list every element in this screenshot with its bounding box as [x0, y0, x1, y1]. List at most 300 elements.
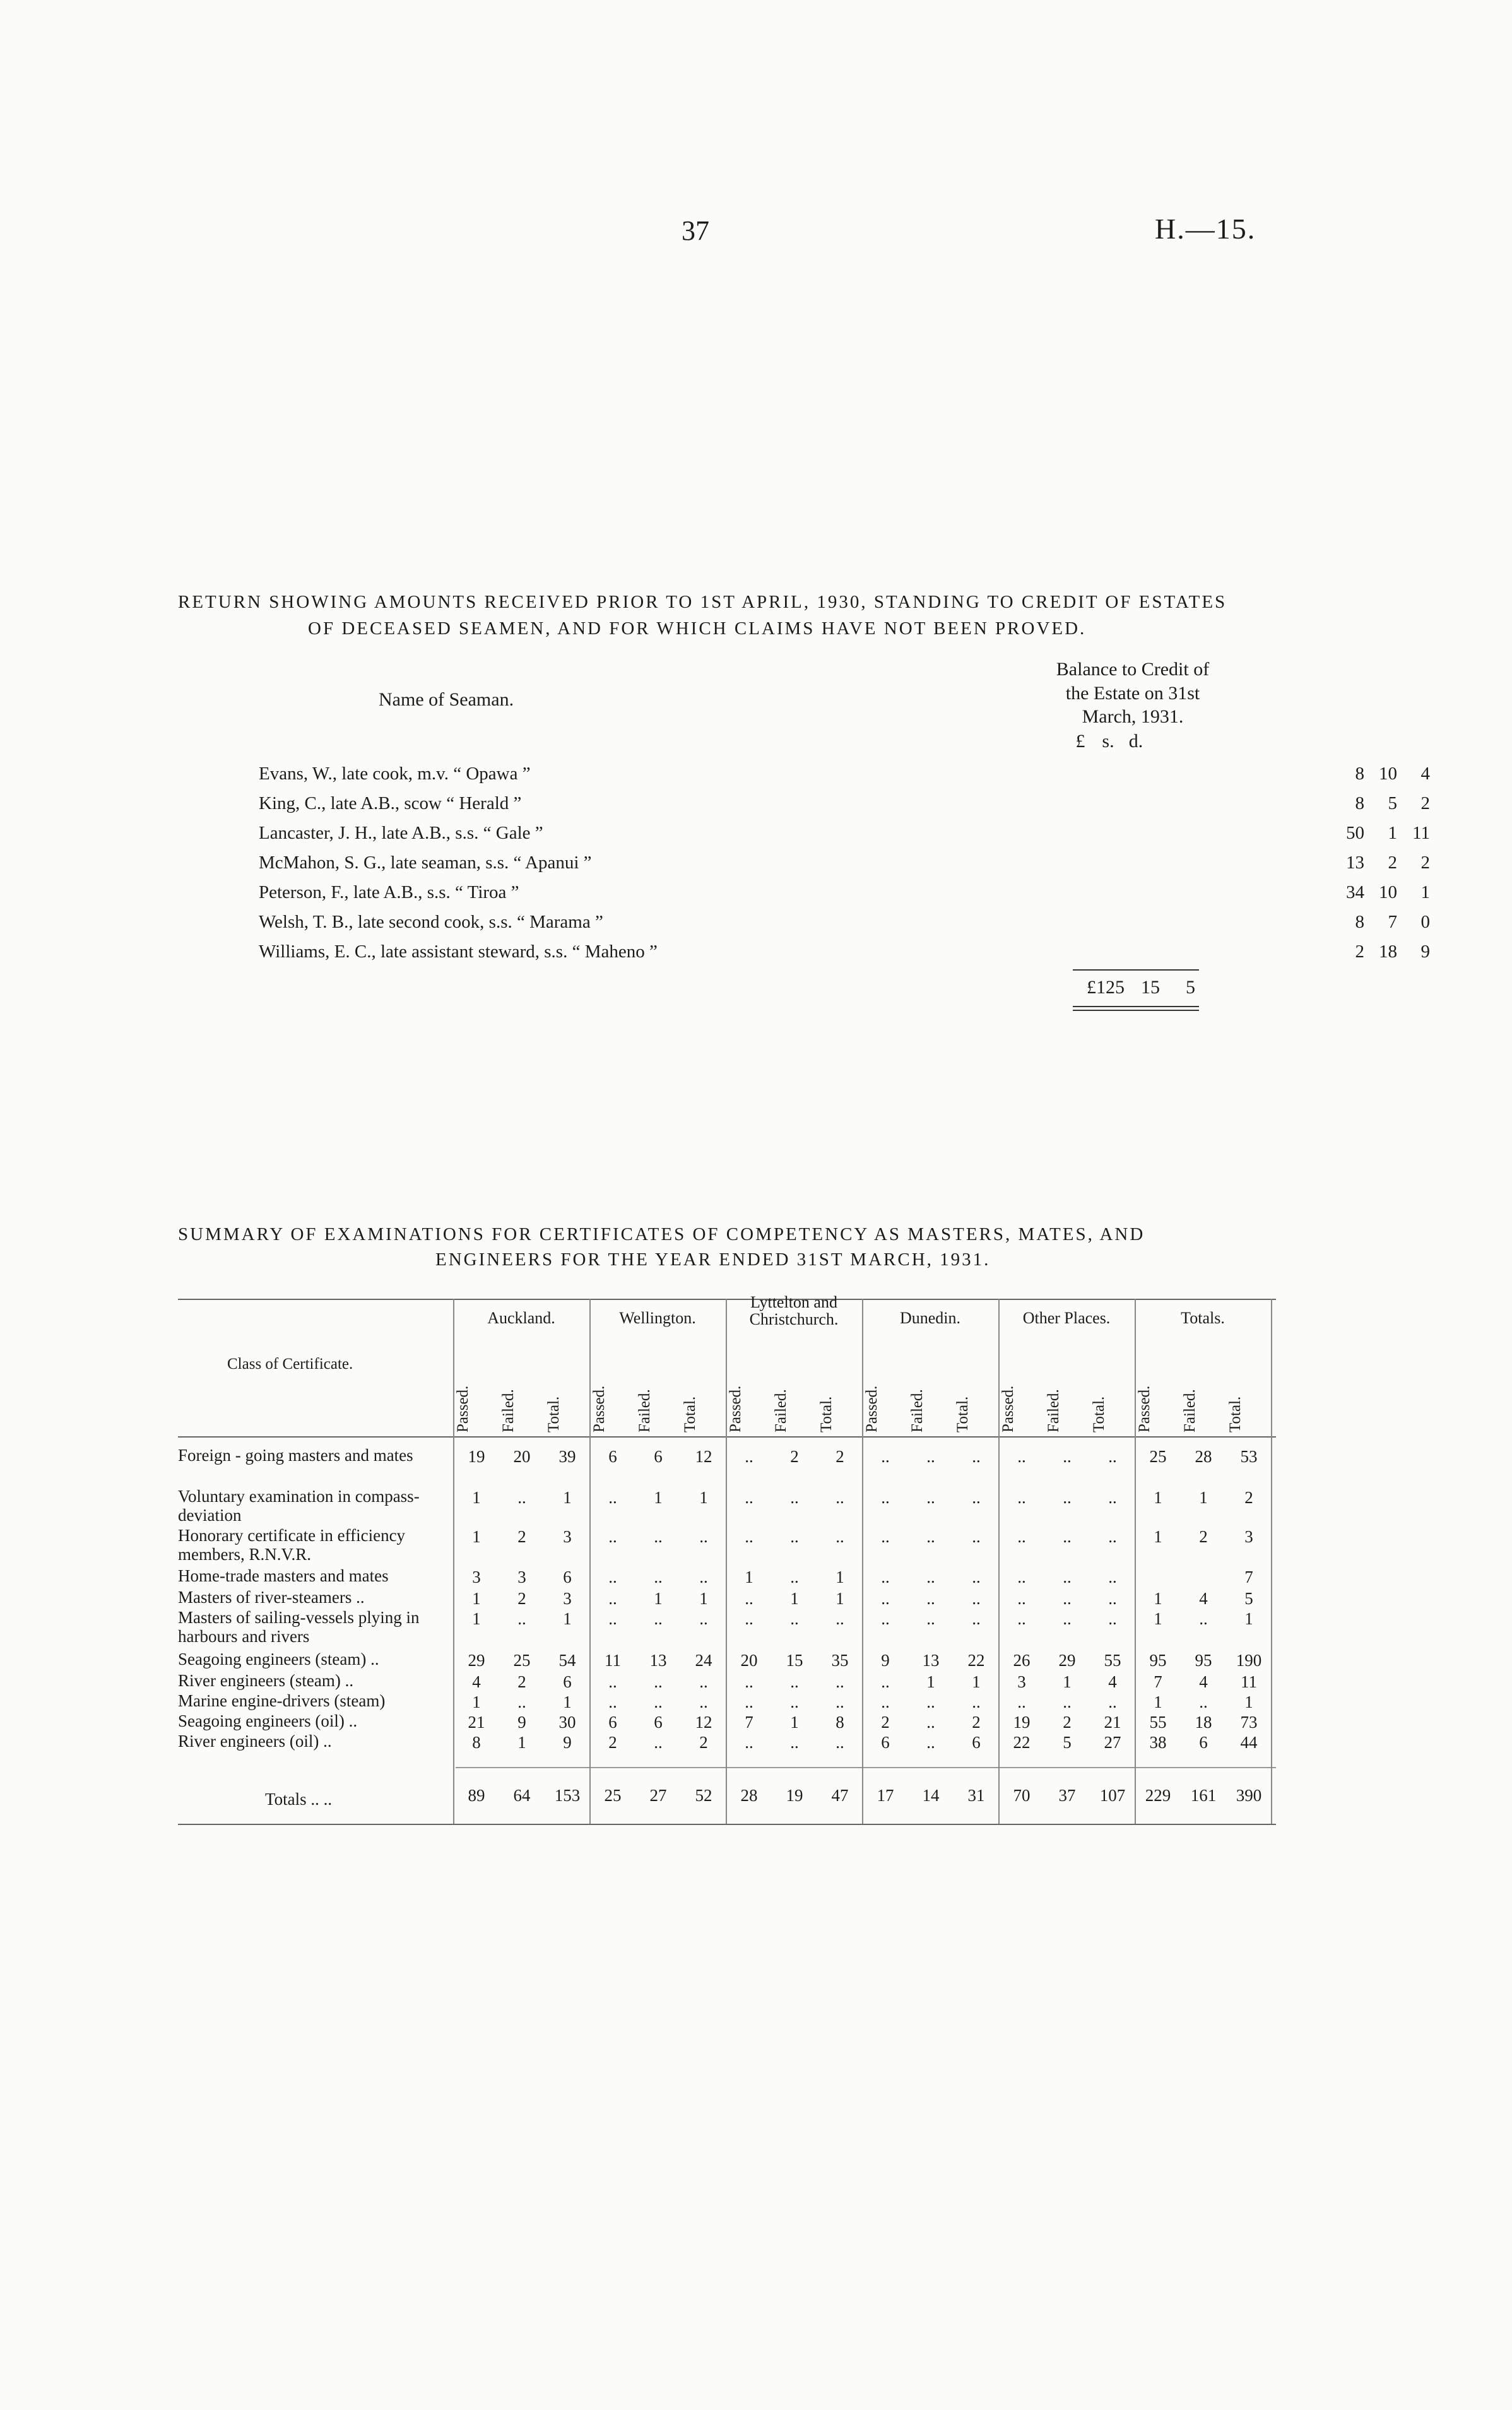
- sub-header-label: Passed.: [1136, 1385, 1153, 1432]
- amount-shillings: 5: [1388, 793, 1397, 813]
- sub-header: [772, 1357, 820, 1432]
- estate-row: [259, 909, 1430, 935]
- table-cell: 1: [472, 1609, 481, 1628]
- sub-header: [727, 1357, 775, 1432]
- totals-cell: 107: [1099, 1786, 1126, 1805]
- sub-header: [591, 1357, 639, 1432]
- table-cell: ..: [1063, 1609, 1072, 1628]
- certificate-class: Honorary certificate in efficiency members, R.N.V.R.: [178, 1526, 406, 1564]
- table-cell: ..: [608, 1609, 617, 1628]
- estate-row: [259, 761, 1430, 786]
- table-cell: ..: [654, 1733, 663, 1752]
- table-cell: ..: [972, 1589, 981, 1608]
- amount-shillings: 7: [1388, 912, 1397, 932]
- table-cell: ..: [608, 1527, 617, 1546]
- table-cell: ..: [1017, 1447, 1026, 1466]
- table-cell: 6: [563, 1568, 572, 1586]
- seaman-name: King, C., late A.B., scow “ Herald ”: [259, 793, 522, 813]
- table-cell: ..: [745, 1692, 753, 1711]
- table-cell: 2: [790, 1447, 799, 1466]
- estate-row: [259, 820, 1430, 846]
- table-cell: 3: [563, 1527, 572, 1546]
- table-cell: ..: [745, 1527, 753, 1546]
- table-cell: 12: [695, 1713, 712, 1732]
- table-cell: ..: [926, 1447, 935, 1466]
- table-cell: 6: [608, 1447, 617, 1466]
- seaman-name: Evans, W., late cook, m.v. “ Opawa ”: [259, 764, 531, 784]
- table-cell: 30: [558, 1713, 576, 1732]
- totals-cell: 229: [1145, 1786, 1171, 1805]
- table-cell: ..: [881, 1447, 890, 1466]
- sub-header-label: Total.: [1090, 1396, 1107, 1432]
- sub-header: [863, 1357, 911, 1432]
- table-cell: ..: [517, 1692, 526, 1711]
- amount-pence: 11: [1412, 823, 1430, 843]
- amount-pounds: 50: [1346, 823, 1364, 843]
- totals-cell: 47: [831, 1786, 849, 1805]
- table-cell: 95: [1149, 1651, 1167, 1670]
- table-cell: 13: [649, 1651, 667, 1670]
- table-cell: ..: [972, 1488, 981, 1507]
- table-cell: 21: [1104, 1713, 1121, 1732]
- table-cell: 20: [740, 1651, 758, 1670]
- table-cell: ..: [654, 1692, 663, 1711]
- table-cell: ..: [1108, 1488, 1117, 1507]
- table-cell: 1: [1154, 1609, 1162, 1628]
- amount-pounds: 8: [1355, 912, 1364, 932]
- estates-title-line2: OF DECEASED SEAMEN, AND FOR WHICH CLAIMS HAVE NOT BEEN PROVED.: [308, 618, 1087, 639]
- certificate-class: River engineers (oil) ..: [178, 1732, 332, 1751]
- table-cell: 6: [563, 1672, 572, 1691]
- table-cell: ..: [699, 1692, 708, 1711]
- table-cell: ..: [881, 1609, 890, 1628]
- sub-header: [500, 1357, 548, 1432]
- table-cell: 1: [472, 1488, 481, 1507]
- table-cell: 35: [831, 1651, 849, 1670]
- table-cell: 3: [563, 1589, 572, 1608]
- sub-header-label: Total.: [818, 1396, 835, 1432]
- table-cell: ..: [745, 1733, 753, 1752]
- estate-amount: [1325, 820, 1489, 846]
- sub-header-label: Passed.: [727, 1385, 744, 1432]
- table-cell: ..: [881, 1672, 890, 1691]
- group-header: Lyttelton and Christchurch.: [749, 1293, 839, 1329]
- table-cell: 4: [1199, 1589, 1208, 1608]
- sub-header-label: Passed.: [454, 1385, 471, 1432]
- table-cell: ..: [1017, 1692, 1026, 1711]
- table-cell: ..: [699, 1672, 708, 1691]
- table-cell: ..: [836, 1609, 844, 1628]
- table-cell: ..: [1108, 1568, 1117, 1586]
- table-cell: 2: [836, 1447, 844, 1466]
- totals-cell: 161: [1190, 1786, 1217, 1805]
- totals-cell: 153: [554, 1786, 581, 1805]
- table-cell: ..: [1108, 1447, 1117, 1466]
- table-cell: 1: [654, 1488, 663, 1507]
- table-cell: 1: [654, 1589, 663, 1608]
- sub-header: [545, 1357, 593, 1432]
- sub-header: [454, 1357, 502, 1432]
- table-cell: 1: [790, 1589, 799, 1608]
- table-cell: 8: [472, 1733, 481, 1752]
- table-cell: 54: [558, 1651, 576, 1670]
- table-cell: 44: [1240, 1733, 1258, 1752]
- table-cell: ..: [926, 1609, 935, 1628]
- table-cell: 29: [468, 1651, 485, 1670]
- total-pounds: £125: [1087, 977, 1125, 998]
- sub-header: [1045, 1357, 1093, 1432]
- certificate-class: Home-trade masters and mates: [178, 1566, 389, 1585]
- table-cell: 26: [1013, 1651, 1031, 1670]
- table-cell: ..: [926, 1692, 935, 1711]
- group-header: Totals.: [1181, 1309, 1225, 1327]
- table-cell: 55: [1149, 1713, 1167, 1732]
- table-cell: 1: [745, 1568, 753, 1586]
- amount-pounds: 34: [1346, 882, 1364, 902]
- table-cell: 19: [1013, 1713, 1031, 1732]
- table-cell: ..: [881, 1527, 890, 1546]
- sub-header-label: Passed.: [591, 1385, 608, 1432]
- table-cell: ..: [699, 1527, 708, 1546]
- table-cell: 27: [1104, 1733, 1121, 1752]
- table-cell: ..: [608, 1568, 617, 1586]
- table-cell: ..: [699, 1609, 708, 1628]
- table-cell: ..: [926, 1589, 935, 1608]
- sub-header-label: Total.: [1227, 1396, 1244, 1432]
- estate-amount: [1325, 850, 1489, 875]
- table-cell: 20: [513, 1447, 531, 1466]
- sub-header-label: Failed.: [772, 1389, 789, 1432]
- table-cell: ..: [1108, 1589, 1117, 1608]
- table-rule-totals: [456, 1767, 1276, 1768]
- table-cell: 1: [790, 1713, 799, 1732]
- amount-pence: 2: [1420, 793, 1430, 813]
- table-cell: ..: [1063, 1527, 1072, 1546]
- table-cell: 73: [1240, 1713, 1258, 1732]
- table-cell: 1: [563, 1692, 572, 1711]
- table-cell: ..: [790, 1672, 799, 1691]
- table-cell: 6: [1199, 1733, 1208, 1752]
- table-cell: ..: [926, 1488, 935, 1507]
- table-cell: 29: [1058, 1651, 1076, 1670]
- table-cell: 5: [1063, 1733, 1072, 1752]
- table-cell: 6: [972, 1733, 981, 1752]
- group-header: Other Places.: [1022, 1309, 1111, 1327]
- table-cell: 1: [972, 1672, 981, 1691]
- table-cell: 39: [558, 1447, 576, 1466]
- seaman-name: Williams, E. C., late assistant steward, s.s. “ Maheno ”: [259, 942, 658, 962]
- table-cell: ..: [608, 1589, 617, 1608]
- seaman-name: Welsh, T. B., late second cook, s.s. “ Marama ”: [259, 912, 603, 932]
- table-cell: 3: [1244, 1527, 1253, 1546]
- totals-cell: 64: [513, 1786, 531, 1805]
- estate-amount: [1325, 761, 1489, 786]
- table-cell: ..: [608, 1672, 617, 1691]
- table-cell: 13: [922, 1651, 940, 1670]
- table-cell: ..: [836, 1733, 844, 1752]
- table-cell: 1: [926, 1672, 935, 1691]
- sub-header: [1090, 1357, 1138, 1432]
- table-cell: 2: [608, 1733, 617, 1752]
- amount-pounds: 13: [1346, 853, 1364, 873]
- table-cell: ..: [1063, 1488, 1072, 1507]
- table-cell: ..: [1017, 1589, 1026, 1608]
- table-cell: ..: [699, 1568, 708, 1586]
- sub-header-label: Failed.: [909, 1389, 926, 1432]
- table-cell: ..: [517, 1609, 526, 1628]
- sub-header: [954, 1357, 1002, 1432]
- table-cell: 1: [472, 1527, 481, 1546]
- sub-header: [636, 1357, 684, 1432]
- table-cell: 24: [695, 1651, 712, 1670]
- amount-shillings: 2: [1388, 853, 1397, 873]
- certificate-class: Seagoing engineers (oil) ..: [178, 1711, 358, 1730]
- table-cell: 2: [1199, 1527, 1208, 1546]
- totals-cell: 390: [1236, 1786, 1262, 1805]
- table-cell: ..: [972, 1568, 981, 1586]
- table-cell: 6: [654, 1713, 663, 1732]
- table-cell: ..: [1108, 1609, 1117, 1628]
- table-cell: ..: [1108, 1527, 1117, 1546]
- table-cell: ..: [745, 1488, 753, 1507]
- table-cell: ..: [881, 1488, 890, 1507]
- table-cell: 7: [745, 1713, 753, 1732]
- total-rule-bottom1: [1073, 1006, 1199, 1007]
- currency-units: [1066, 731, 1150, 752]
- table-cell: 1: [836, 1568, 844, 1586]
- table-cell: ..: [926, 1568, 935, 1586]
- table-cell: 2: [1244, 1488, 1253, 1507]
- table-cell: 1: [472, 1589, 481, 1608]
- amount-shillings: 10: [1379, 764, 1397, 784]
- table-cell: ..: [1017, 1568, 1026, 1586]
- summary-title-line1: SUMMARY OF EXAMINATIONS FOR CERTIFICATES OF COMPETENCY AS MASTERS, MATES, AND: [178, 1224, 1145, 1244]
- totals-cell: 17: [877, 1786, 894, 1805]
- class-column-header: Class of Certificate.: [227, 1356, 353, 1373]
- sub-header: [909, 1357, 957, 1432]
- table-cell: 1: [517, 1733, 526, 1752]
- table-cell: 1: [1154, 1527, 1162, 1546]
- certificate-class: Masters of sailing-vessels plying in harbours and rivers: [178, 1608, 420, 1646]
- table-cell: ..: [1063, 1568, 1072, 1586]
- paper-reference: H.—15.: [1155, 213, 1256, 245]
- sub-header: [1136, 1357, 1184, 1432]
- table-cell: 11: [605, 1651, 621, 1670]
- table-cell: 1: [699, 1488, 708, 1507]
- table-cell: ..: [790, 1527, 799, 1546]
- table-cell: 11: [1241, 1672, 1257, 1691]
- group-header: Dunedin.: [899, 1309, 961, 1327]
- unit-shillings: s.: [1102, 731, 1114, 752]
- estate-row: [259, 939, 1430, 964]
- table-cell: 4: [472, 1672, 481, 1691]
- total-rule-bottom2: [1073, 1010, 1199, 1011]
- table-cell: 1: [1244, 1692, 1253, 1711]
- unit-pounds: £: [1075, 731, 1085, 752]
- estates-title-line1: RETURN SHOWING AMOUNTS RECEIVED PRIOR TO 1ST APRIL, 1930, STANDING TO CREDIT OF ESTATES: [178, 592, 1227, 612]
- sub-header: [1227, 1357, 1275, 1432]
- table-cell: 2: [881, 1713, 890, 1732]
- table-cell: ..: [1063, 1692, 1072, 1711]
- table-cell: ..: [972, 1527, 981, 1546]
- sub-header-label: Total.: [682, 1396, 699, 1432]
- sub-header-label: Failed.: [1181, 1389, 1198, 1432]
- amount-shillings: 18: [1379, 942, 1397, 962]
- estate-row: [259, 880, 1430, 905]
- totals-cell: 14: [922, 1786, 940, 1805]
- sub-header-label: Total.: [545, 1396, 562, 1432]
- sub-header: [818, 1357, 866, 1432]
- table-cell: ..: [608, 1692, 617, 1711]
- table-cell: 25: [513, 1651, 531, 1670]
- table-cell: ..: [790, 1568, 799, 1586]
- table-cell: ..: [1063, 1589, 1072, 1608]
- seaman-name: Peterson, F., late A.B., s.s. “ Tiroa ”: [259, 882, 519, 902]
- estate-amount: [1325, 939, 1489, 964]
- totals-cell: 19: [786, 1786, 803, 1805]
- totals-cell: 37: [1058, 1786, 1076, 1805]
- table-cell: 1: [563, 1488, 572, 1507]
- table-cell: 8: [836, 1713, 844, 1732]
- table-cell: ..: [1017, 1488, 1026, 1507]
- table-cell: 3: [1017, 1672, 1026, 1691]
- table-cell: ..: [654, 1672, 663, 1691]
- table-cell: ..: [654, 1568, 663, 1586]
- table-cell: 25: [1149, 1447, 1167, 1466]
- group-header: Auckland.: [487, 1309, 555, 1327]
- table-cell: ..: [926, 1713, 935, 1732]
- certificate-class: Seagoing engineers (steam) ..: [178, 1650, 379, 1669]
- total-rule-top: [1073, 969, 1199, 971]
- certificate-class: Masters of river-steamers ..: [178, 1588, 365, 1607]
- table-cell: 7: [1154, 1672, 1162, 1691]
- table-cell: 55: [1104, 1651, 1121, 1670]
- table-cell: ..: [1017, 1527, 1026, 1546]
- table-cell: ..: [972, 1447, 981, 1466]
- table-cell: 6: [654, 1447, 663, 1466]
- table-cell: ..: [790, 1609, 799, 1628]
- table-cell: ..: [836, 1672, 844, 1691]
- totals-cell: 25: [604, 1786, 622, 1805]
- table-cell: 1: [699, 1589, 708, 1608]
- table-cell: 1: [1154, 1692, 1162, 1711]
- summary-title-line2: ENGINEERS FOR THE YEAR ENDED 31ST MARCH, 1931.: [435, 1249, 991, 1270]
- amount-pounds: 8: [1355, 793, 1364, 813]
- table-cell: 2: [1063, 1713, 1072, 1732]
- table-cell: 3: [472, 1568, 481, 1586]
- total-pence: 5: [1186, 977, 1195, 998]
- sub-header-label: Failed.: [636, 1389, 653, 1432]
- table-cell: ..: [881, 1568, 890, 1586]
- table-cell: ..: [608, 1488, 617, 1507]
- estate-amount: [1325, 880, 1489, 905]
- table-rule-head: [178, 1436, 1276, 1438]
- group-header: Wellington.: [619, 1309, 696, 1327]
- sub-header: [682, 1357, 729, 1432]
- table-cell: ..: [1199, 1609, 1208, 1628]
- sub-header: [1181, 1357, 1229, 1432]
- sub-header-label: Passed.: [863, 1385, 880, 1432]
- table-cell: 22: [967, 1651, 985, 1670]
- table-cell: 1: [563, 1609, 572, 1628]
- certificate-class: River engineers (steam) ..: [178, 1671, 354, 1690]
- table-cell: 1: [1244, 1609, 1253, 1628]
- table-cell: 2: [517, 1527, 526, 1546]
- name-column-header: Name of Seaman.: [379, 689, 514, 710]
- table-cell: ..: [836, 1527, 844, 1546]
- amount-pounds: 8: [1355, 764, 1364, 784]
- table-cell: 19: [468, 1447, 485, 1466]
- table-cell: ..: [745, 1447, 753, 1466]
- amount-pence: 1: [1420, 882, 1430, 902]
- table-cell: 2: [972, 1713, 981, 1732]
- totals-label: Totals .. ..: [265, 1790, 333, 1809]
- table-cell: ..: [1063, 1447, 1072, 1466]
- totals-cell: 52: [695, 1786, 712, 1805]
- totals-cell: 89: [468, 1786, 485, 1805]
- amount-shillings: 1: [1388, 823, 1397, 843]
- table-cell: ..: [654, 1527, 663, 1546]
- table-cell: 1: [1154, 1589, 1162, 1608]
- table-cell: ..: [836, 1488, 844, 1507]
- table-cell: 18: [1195, 1713, 1212, 1732]
- estate-row: [259, 850, 1430, 875]
- table-cell: ..: [790, 1488, 799, 1507]
- table-cell: 6: [608, 1713, 617, 1732]
- table-cell: ..: [790, 1733, 799, 1752]
- unit-pence: d.: [1128, 731, 1143, 752]
- seaman-name: Lancaster, J. H., late A.B., s.s. “ Gale ”: [259, 823, 543, 843]
- table-cell: 3: [517, 1568, 526, 1586]
- table-cell: 9: [881, 1651, 890, 1670]
- certificate-class: Foreign - going masters and mates: [178, 1446, 413, 1465]
- table-cell: ..: [517, 1488, 526, 1507]
- table-cell: 9: [517, 1713, 526, 1732]
- table-cell: 1: [836, 1589, 844, 1608]
- totals-cell: 70: [1013, 1786, 1031, 1805]
- table-cell: ..: [1199, 1692, 1208, 1711]
- table-cell: ..: [926, 1527, 935, 1546]
- amount-pence: 0: [1420, 912, 1430, 932]
- table-cell: ..: [881, 1692, 890, 1711]
- balance-column-header: Balance to Credit of the Estate on 31st March, 1931.: [1056, 659, 1210, 727]
- table-cell: ..: [926, 1733, 935, 1752]
- table-cell: 53: [1240, 1447, 1258, 1466]
- estate-row: [259, 791, 1430, 816]
- table-cell: ..: [972, 1692, 981, 1711]
- estates-total: [1073, 977, 1195, 998]
- totals-cell: 27: [649, 1786, 667, 1805]
- table-cell: ..: [836, 1692, 844, 1711]
- table-cell: ..: [972, 1609, 981, 1628]
- table-cell: ..: [1108, 1692, 1117, 1711]
- amount-pence: 2: [1420, 853, 1430, 873]
- sub-header-label: Failed.: [1045, 1389, 1062, 1432]
- table-cell: ..: [881, 1589, 890, 1608]
- table-cell: ..: [790, 1692, 799, 1711]
- table-cell: 95: [1195, 1651, 1212, 1670]
- table-cell: 22: [1013, 1733, 1031, 1752]
- table-cell: 6: [881, 1733, 890, 1752]
- totals-cell: 31: [967, 1786, 985, 1805]
- table-cell: 38: [1149, 1733, 1167, 1752]
- table-cell: ..: [745, 1672, 753, 1691]
- table-cell: 5: [1244, 1589, 1253, 1608]
- table-cell: ..: [1017, 1609, 1026, 1628]
- table-cell: ..: [745, 1589, 753, 1608]
- page-number: 37: [682, 215, 709, 246]
- table-cell: 12: [695, 1447, 712, 1466]
